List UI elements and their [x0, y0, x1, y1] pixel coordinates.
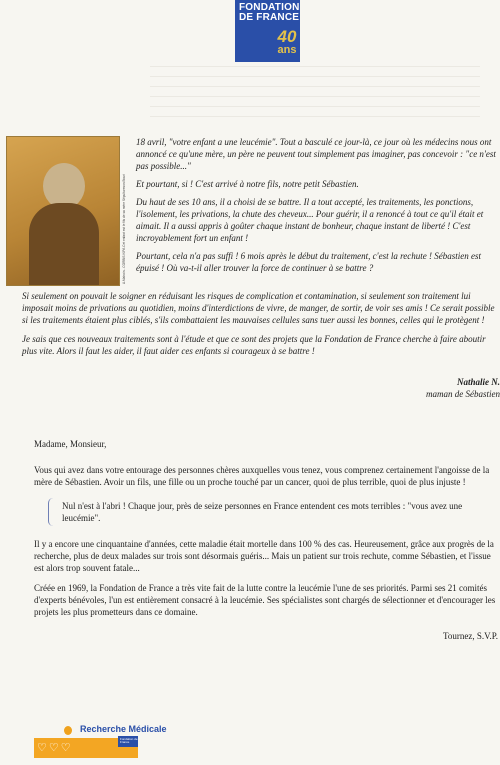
hearts-icon: ♡♡♡ — [37, 742, 73, 754]
testimonial-paragraph: 18 avril, "votre enfant a une leucémie". Tout a basculé ce jour-là, ce jour où les médecins nous ont annoncé ce qu'une mère, un père ne peuvent tout simplement pas imaginer, pas concevoir : "ce n'est pas possible..." — [136, 137, 496, 171]
testimonial-signature — [426, 376, 500, 400]
letter-paragraph: Vous qui avez dans votre entourage des personnes chères auxquelles vous tenez, vous comprenez certainement l'angoisse de la mère de Sébastien. Avoir un fils, une fille ou un proche touché par un cancer, quoi de plus terrible, quoi de plus injuste ! — [34, 465, 490, 487]
signature-role: maman de Sébastien — [426, 389, 500, 399]
testimonial-paragraph: Et pourtant, si ! C'est arrivé à notre fils, notre petit Sébastien. — [136, 179, 359, 189]
testimonial-paragraph: Je sais que ces nouveaux traitements sont à l'étude et que ce sont des projets que la Fondation de France cherche à faire aboutir plus vite. Alors il faut les aider, il faut aider ces enfants si courageux à se battre ! — [22, 334, 486, 356]
logo-subtitle: Fondation de France — [120, 737, 138, 745]
testimonial-paragraph: Si seulement on pouvait le soigner en réduisant les risques de complication et contamination, si seulement son traitement lui imposait moins de privations au quotidien, moins d'interdictions de vivre, de manger, de sortir, de voir ses amis ! Ce serait possible si les traitements étaient plus ciblés, s'ils combattaient les mauvaises cellules sans tuer aussi les bonnes, celles qui le protègent ! — [22, 291, 495, 325]
child-photo — [6, 136, 120, 286]
testimonial-paragraph: Du haut de ses 10 ans, il a choisi de se battre. Il a tout accepté, les traitements, les ponctions, l'isolement, les privations, la chute des cheveux... Pour guérir, il a renoncé à tout ce qu'il était et aimait. Il a aussi appris à goûter chaque instant de bonheur, chaque instant de liberté ! C'est incroyablement fort un enfant ! — [136, 197, 484, 243]
logo-line-1: FONDATION — [239, 2, 300, 13]
pull-quote — [52, 500, 498, 524]
logo-title: Recherche Médicale — [80, 724, 167, 734]
quote-bracket — [48, 498, 53, 526]
letter-paragraph: Il y a encore une cinquantaine d'années, cette maladie était mortelle dans 100 % des cas. Heureusement, grâce aux progrès de la recherche, plus de deux malades sur trois sont désormais guéris... Mais un patient sur trois rechute, comme Sébastien, et l'issue est alors trop souvent fatale... — [34, 539, 494, 573]
salutation: Madame, Monsieur, — [34, 439, 107, 449]
anniversary-badge — [270, 28, 304, 56]
letter-paragraph: Créée en 1969, la Fondation de France a très vite fait de la lutte contre la leucémie l'une de ses priorités. Parmi ses 21 comités d'experts bénévoles, l'un est entièrement consacré à la leucémie. Ses spécialistes sont chargés de sélectionner et d'encourager les projets les plus prometteurs dans ce domaine. — [34, 583, 496, 617]
background-bleedthrough — [150, 66, 480, 126]
testimonial-continued — [22, 290, 498, 364]
letter-body — [34, 438, 498, 650]
photo-credit: A.Mahoin - CORBIS KIPA Cet enfant est le fils de sa mère Sépultureson Bouri — [122, 174, 126, 284]
anniversary-unit: ans — [277, 44, 297, 56]
flame-icon — [64, 726, 72, 735]
child-body-shape — [29, 203, 99, 285]
quote-text: Nul n'est à l'abri ! Chaque jour, près de seize personnes en France entendent ces mots terribles : "vous avez une leucémie". — [62, 501, 463, 523]
testimonial-block — [136, 136, 498, 280]
signature-name: Nathalie N. — [456, 377, 500, 387]
testimonial-paragraph: Pourtant, cela n'a pas suffi ! 6 mois après le début du traitement, c'est la rechute ! Sébastien est épuisé ! Où va-t-il aller trouver la force de continuer à se battre ? — [136, 251, 481, 273]
anniversary-number: 40 — [277, 27, 297, 46]
recherche-medicale-logo — [34, 722, 167, 758]
logo-line-2: DE FRANCE — [239, 12, 300, 23]
turn-over-note: Tournez, S.V.P. — [443, 631, 498, 641]
